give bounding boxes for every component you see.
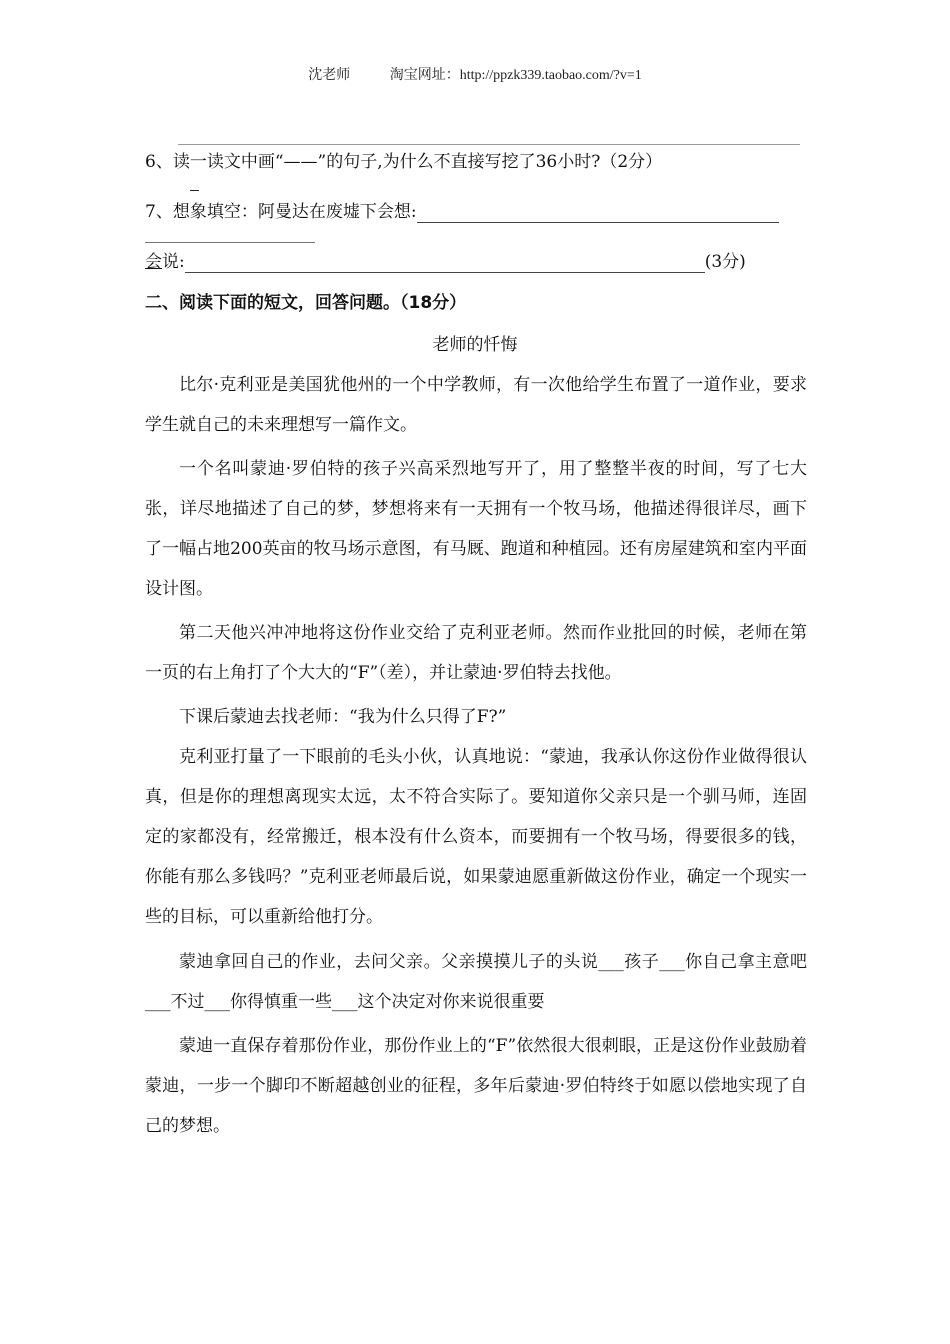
question-7 xyxy=(145,201,805,223)
article-paragraph: 蒙迪一直保存着那份作业，那份作业上的“F”依然很大很刺眼，正是这份作业鼓励着蒙迪，一步一个脚印不断超越创业的征程，多年后蒙迪·罗伯特终于如愿以偿地实现了自己的梦想。 xyxy=(145,1036,807,1136)
q7-answer-line[interactable] xyxy=(417,204,779,223)
article-paragraph: 下课后蒙迪去找老师：“我为什么只得了F?” xyxy=(179,707,507,727)
article-paragraph: 第二天他兴冲冲地将这份作业交给了克利亚老师。然而作业批回的时候，老师在第一页的右上角打了个大大的“F”（差），并让蒙迪·罗伯特去找他。 xyxy=(145,623,807,683)
question-6: 6、读一读文中画“——”的句子,为什么不直接写挖了36小时?（2分） xyxy=(145,152,663,172)
article-title: 老师的忏悔 xyxy=(432,335,518,355)
underline-mark xyxy=(190,190,199,191)
say-answer-line[interactable] xyxy=(185,254,705,273)
page-header xyxy=(0,64,950,84)
article-paragraph: 蒙迪拿回自己的作业，去问父亲。父亲摸摸儿子的头说___孩子___你自己拿主意吧___不过___你得慎重一些___这个决定对你来说很重要 xyxy=(145,952,807,1012)
question-7-label: 7、想象填空：阿曼达在废墟下会想: xyxy=(145,202,417,222)
say-score: (3分) xyxy=(704,252,746,272)
article-paragraph: 克利亚打量了一下眼前的毛头小伙，认真地说：“蒙迪，我承认你这份作业做得很认真，但是你的理想离现实太远，太不符合实际了。要知道你父亲只是一个驯马师，连固定的家都没有，经常搬迁，根本没有什么资本，而要拥有一个牧马场，得要很多的钱，你能有那么多钱吗？”克利亚老师最后说，如果蒙迪愿重新做这份作业，确定一个现实一些的目标，可以重新给他打分。 xyxy=(145,747,807,927)
q7-answer-line-continued[interactable] xyxy=(145,242,315,243)
say-label: 会 xyxy=(145,252,162,272)
header-shop-url: 淘宝网址：http://ppzk339.taobao.com/?v=1 xyxy=(389,68,642,83)
question-7-say xyxy=(145,251,746,273)
section-heading: 二、阅读下面的短文，回答问题。（18分） xyxy=(145,293,467,313)
article-paragraph: 比尔·克利亚是美国犹他州的一个中学教师，有一次他给学生布置了一道作业，要求学生就自己的未来理想写一篇作文。 xyxy=(145,375,807,435)
say-rest: 说: xyxy=(162,252,185,272)
article-paragraph: 一个名叫蒙迪·罗伯特的孩子兴高采烈地写开了，用了整整半夜的时间，写了七大张，详尽地描述了自己的梦，梦想将来有一天拥有一个牧马场，他描述得很详尽，画下了一幅占地200英亩的牧马场示意图，有马厩、跑道和种植园。还有房屋建筑和室内平面设计图。 xyxy=(145,459,807,599)
answer-line-q5 xyxy=(178,144,800,145)
header-teacher: 沈老师 xyxy=(308,68,351,83)
